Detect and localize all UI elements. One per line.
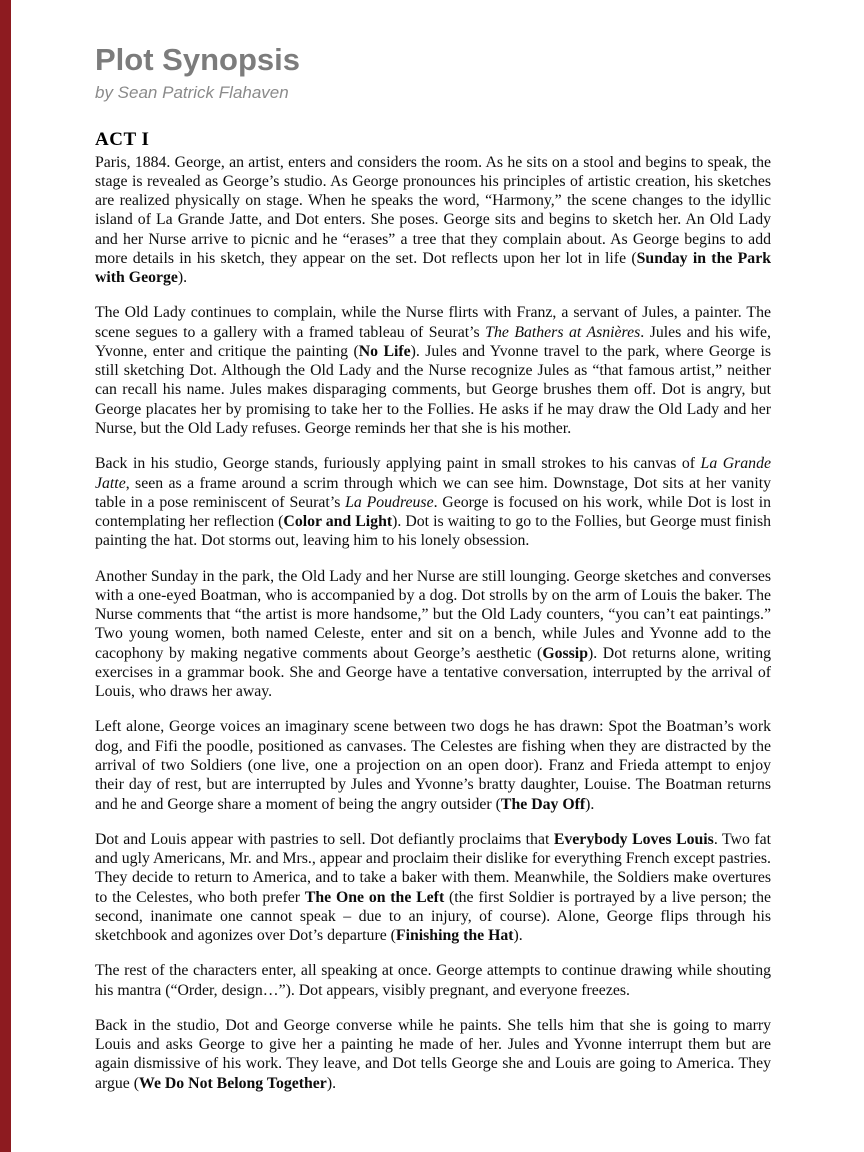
page-title: Plot Synopsis <box>95 42 300 77</box>
synopsis-paragraph: The Old Lady continues to complain, while the Nurse flirts with Franz, a servant of Jules, a painter. The scene segues to a gallery with a framed tableau of Seurat’s The Bathers at Asnières. Jules and his wife, Yvonne, enter and critique the painting (No Life). Jules and Yvonne travel to the park, where George is still sketching Dot. Although the Old Lady and the Nurse recognize Jules as “that famous artist,” neither can recall his name. Jules makes disparaging comments, but George brushes them off. Dot is angry, but George placates her by promising to take her to the Follies. He asks if he may draw the Old Lady and her Nurse, but the Old Lady refuses. George reminds her that she is his mother. <box>95 304 772 437</box>
synopsis-paragraph: Dot and Louis appear with pastries to sell. Dot defiantly proclaims that Everybody Loves Louis. Two fat and ugly Americans, Mr. and Mrs., appear and proclaim their dislike for everything French except pastries. They decide to return to America, and to take a baker with them. Meanwhile, the Soldiers make overtures to the Celestes, who both prefer The One on the Left (the first Soldier is portrayed by a live person; the second, inanimate one cannot speak – due to an injury, of course). Alone, George flips through his sketchbook and agonizes over Dot’s departure (Finishing the Hat). <box>95 830 771 945</box>
synopsis-paragraph: Back in the studio, Dot and George converse while he paints. She tells him that she is going to marry Louis and asks George to give her a painting he made of her. Jules and Yvonne interrupt them but are again dismissive of his work. They leave, and Dot tells George she and Louis are going to America. They argue (We Do Not Belong Together). <box>95 1016 771 1092</box>
synopsis-paragraph: The rest of the characters enter, all speaking at once. George attempts to continue drawing while shouting his mantra (“Order, design…”). Dot appears, visibly pregnant, and everyone freezes. <box>95 962 771 999</box>
document-page <box>95 44 771 1109</box>
act-heading: ACT I <box>95 128 150 150</box>
byline: by Sean Patrick Flahaven <box>95 82 289 102</box>
synopsis-body <box>95 153 771 1093</box>
synopsis-paragraph: Another Sunday in the park, the Old Lady and her Nurse are still lounging. George sketches and converses with a one-eyed Boatman, who is accompanied by a dog. Dot strolls by on the arm of Louis the baker. The Nurse comments that “the artist is more handsome,” but the Old Lady counters, “you can’t eat paintings.” Two young women, both named Celeste, enter and sit on a bench, while Jules and Yvonne add to the cacophony by making negative comments about George’s aesthetic (Gossip). Dot returns alone, writing exercises in a grammar book. She and George have a tentative conversation, interrupted by the arrival of Louis, who draws her away. <box>95 567 772 701</box>
synopsis-paragraph: Paris, 1884. George, an artist, enters and considers the room. As he sits on a stool and begins to speak, the stage is revealed as George’s studio. As George pronounces his principles of artistic creation, his sketches are realized physically on stage. When he speaks the word, “Harmony,” the scene changes to the idyllic island of La Grande Jatte, and Dot enters. She poses. George sits and begins to sketch her. An Old Lady and her Nurse arrive to picnic and he “erases” a tree that they complain about. As George begins to add more details in his sketch, they appear on the set. Dot reflects upon her lot in life (Sunday in the Park with George). <box>95 153 771 287</box>
left-margin-stripe <box>0 0 11 1152</box>
synopsis-paragraph: Left alone, George voices an imaginary scene between two dogs he has drawn: Spot the Boatman’s work dog, and Fifi the poodle, positioned as canvases. The Celestes are fishing when they are distracted by the arrival of two Soldiers (one live, one a projection on an open door). Franz and Frieda attempt to enjoy their day of rest, but are interrupted by Jules and Yvonne’s bratty daughter, Louise. The Boatman returns and he and George share a moment of being the angry outsider (The Day Off). <box>95 718 771 813</box>
synopsis-paragraph: Back in his studio, George stands, furiously applying paint in small strokes to his canvas of La Grande Jatte, seen as a frame around a scrim through which we can see him. Downstage, Dot sits at her vanity table in a pose reminiscent of Seurat’s La Poudreuse. George is focused on his work, while Dot is lost in contemplating her reflection (Color and Light). Dot is waiting to go to the Follies, but George must finish painting the hat. Dot storms out, leaving him to his lonely obsession. <box>95 455 772 550</box>
